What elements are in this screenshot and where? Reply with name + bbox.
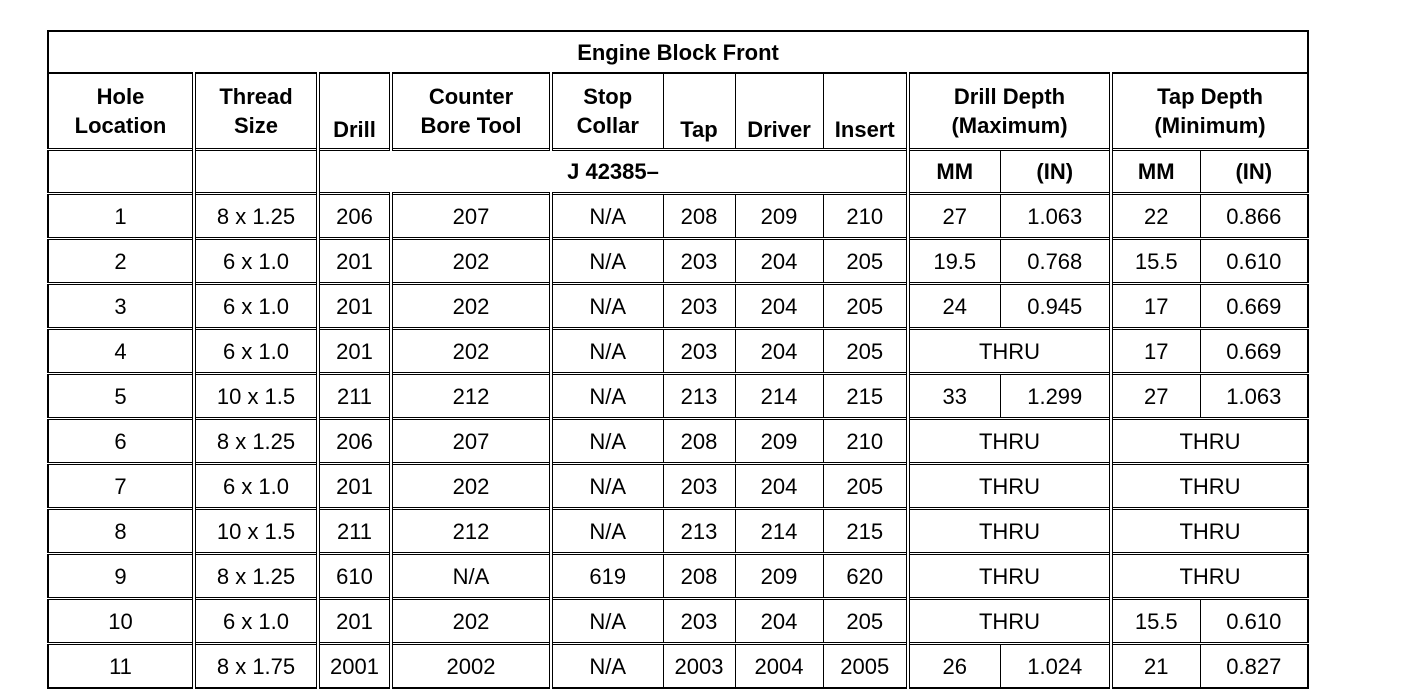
cell-tap-depth-in: 1.063 bbox=[1200, 374, 1308, 419]
cell-hole-location: 8 bbox=[48, 509, 194, 554]
cell-counter-bore-tool: 212 bbox=[391, 509, 551, 554]
cell-thread-size: 6 x 1.0 bbox=[194, 599, 318, 644]
table-row bbox=[48, 194, 1308, 239]
cell-drill: 201 bbox=[318, 329, 391, 374]
cell-insert: 620 bbox=[823, 554, 908, 599]
header-stop-collar-line1: Stop bbox=[583, 84, 633, 109]
header-hole-location-line2: Location bbox=[74, 113, 167, 138]
cell-insert: 205 bbox=[823, 599, 908, 644]
cell-thread-size: 6 x 1.0 bbox=[194, 284, 318, 329]
cell-tap-depth-mm: 15.5 bbox=[1111, 599, 1200, 644]
header-thread-size-line1: Thread bbox=[219, 84, 293, 109]
cell-drill-depth-thru: THRU bbox=[908, 599, 1111, 644]
cell-tap-depth-in: 0.669 bbox=[1200, 284, 1308, 329]
table-row bbox=[48, 464, 1308, 509]
header-drill-depth bbox=[908, 73, 1111, 150]
cell-insert: 210 bbox=[823, 194, 908, 239]
table-row bbox=[48, 239, 1308, 284]
header-driver: Driver bbox=[735, 73, 823, 150]
cell-tap: 2003 bbox=[663, 644, 735, 689]
cell-tap-depth-in: 0.610 bbox=[1200, 599, 1308, 644]
header-hole-location-line1: Hole bbox=[96, 84, 145, 109]
cell-driver: 204 bbox=[735, 599, 823, 644]
cell-hole-location: 2 bbox=[48, 239, 194, 284]
subheader-drill-mm: MM bbox=[908, 150, 1000, 194]
cell-stop-collar: N/A bbox=[551, 509, 663, 554]
cell-stop-collar: N/A bbox=[551, 194, 663, 239]
header-tap-depth bbox=[1111, 73, 1308, 150]
table-row bbox=[48, 599, 1308, 644]
header-drill-depth-line2: (Maximum) bbox=[951, 113, 1068, 138]
cell-drill-depth-in: 0.768 bbox=[1000, 239, 1111, 284]
cell-thread-size: 8 x 1.25 bbox=[194, 554, 318, 599]
cell-hole-location: 9 bbox=[48, 554, 194, 599]
cell-stop-collar: N/A bbox=[551, 464, 663, 509]
cell-driver: 209 bbox=[735, 419, 823, 464]
cell-stop-collar: N/A bbox=[551, 284, 663, 329]
cell-drill-depth-mm: 24 bbox=[908, 284, 1000, 329]
subheader-tap-mm: MM bbox=[1111, 150, 1200, 194]
cell-tap: 203 bbox=[663, 464, 735, 509]
cell-stop-collar: N/A bbox=[551, 374, 663, 419]
cell-hole-location: 6 bbox=[48, 419, 194, 464]
cell-tap-depth-thru: THRU bbox=[1111, 509, 1308, 554]
header-stop-collar-line2: Collar bbox=[576, 113, 639, 138]
cell-thread-size: 6 x 1.0 bbox=[194, 464, 318, 509]
cell-drill-depth-mm: 26 bbox=[908, 644, 1000, 689]
cell-tap-depth-thru: THRU bbox=[1111, 554, 1308, 599]
cell-hole-location: 11 bbox=[48, 644, 194, 689]
subheader-tap-in: (IN) bbox=[1200, 150, 1308, 194]
table-row bbox=[48, 644, 1308, 689]
cell-drill: 211 bbox=[318, 509, 391, 554]
cell-hole-location: 5 bbox=[48, 374, 194, 419]
cell-insert: 205 bbox=[823, 284, 908, 329]
cell-hole-location: 3 bbox=[48, 284, 194, 329]
subheader-row bbox=[48, 150, 1308, 194]
subheader-drill-in: (IN) bbox=[1000, 150, 1111, 194]
cell-hole-location: 4 bbox=[48, 329, 194, 374]
cell-drill: 206 bbox=[318, 194, 391, 239]
header-insert: Insert bbox=[823, 73, 908, 150]
cell-drill: 610 bbox=[318, 554, 391, 599]
table-row bbox=[48, 374, 1308, 419]
cell-drill-depth-mm: 19.5 bbox=[908, 239, 1000, 284]
header-row bbox=[48, 73, 1308, 150]
cell-tap: 208 bbox=[663, 419, 735, 464]
cell-insert: 215 bbox=[823, 509, 908, 554]
header-counter-bore-tool-line2: Bore Tool bbox=[420, 113, 522, 138]
subheader-empty-thread bbox=[194, 150, 318, 194]
header-drill-depth-line1: Drill Depth bbox=[953, 84, 1066, 109]
header-thread-size bbox=[194, 73, 318, 150]
cell-thread-size: 6 x 1.0 bbox=[194, 329, 318, 374]
cell-tap: 203 bbox=[663, 284, 735, 329]
cell-stop-collar: N/A bbox=[551, 239, 663, 284]
cell-tap-depth-mm: 21 bbox=[1111, 644, 1200, 689]
cell-insert: 215 bbox=[823, 374, 908, 419]
cell-drill-depth-thru: THRU bbox=[908, 464, 1111, 509]
subheader-tool-prefix: J 42385– bbox=[318, 150, 908, 194]
cell-tap-depth-mm: 15.5 bbox=[1111, 239, 1200, 284]
cell-tap: 203 bbox=[663, 239, 735, 284]
cell-counter-bore-tool: 202 bbox=[391, 239, 551, 284]
cell-counter-bore-tool: 202 bbox=[391, 284, 551, 329]
table-row bbox=[48, 329, 1308, 374]
cell-thread-size: 6 x 1.0 bbox=[194, 239, 318, 284]
cell-drill-depth-in: 0.945 bbox=[1000, 284, 1111, 329]
cell-tap-depth-thru: THRU bbox=[1111, 464, 1308, 509]
cell-stop-collar: N/A bbox=[551, 599, 663, 644]
cell-counter-bore-tool: 212 bbox=[391, 374, 551, 419]
cell-drill: 2001 bbox=[318, 644, 391, 689]
cell-insert: 205 bbox=[823, 239, 908, 284]
cell-tap: 208 bbox=[663, 194, 735, 239]
cell-tap-depth-in: 0.827 bbox=[1200, 644, 1308, 689]
cell-insert: 2005 bbox=[823, 644, 908, 689]
header-drill: Drill bbox=[318, 73, 391, 150]
cell-tap-depth-in: 0.669 bbox=[1200, 329, 1308, 374]
header-counter-bore-tool bbox=[391, 73, 551, 150]
cell-tap: 208 bbox=[663, 554, 735, 599]
header-hole-location bbox=[48, 73, 194, 150]
cell-driver: 204 bbox=[735, 284, 823, 329]
cell-stop-collar: N/A bbox=[551, 329, 663, 374]
table-row bbox=[48, 284, 1308, 329]
cell-drill-depth-in: 1.063 bbox=[1000, 194, 1111, 239]
cell-drill-depth-in: 1.024 bbox=[1000, 644, 1111, 689]
cell-hole-location: 1 bbox=[48, 194, 194, 239]
engine-block-front-table bbox=[47, 30, 1309, 689]
header-tap-depth-line2: (Minimum) bbox=[1154, 113, 1266, 138]
cell-drill: 206 bbox=[318, 419, 391, 464]
table-row bbox=[48, 554, 1308, 599]
cell-tap-depth-mm: 27 bbox=[1111, 374, 1200, 419]
cell-thread-size: 8 x 1.25 bbox=[194, 194, 318, 239]
header-thread-size-line2: Size bbox=[233, 113, 279, 138]
cell-drill-depth-in: 1.299 bbox=[1000, 374, 1111, 419]
cell-drill-depth-mm: 27 bbox=[908, 194, 1000, 239]
cell-tap: 203 bbox=[663, 329, 735, 374]
cell-tap: 213 bbox=[663, 374, 735, 419]
cell-driver: 209 bbox=[735, 554, 823, 599]
cell-driver: 204 bbox=[735, 464, 823, 509]
cell-tap-depth-mm: 17 bbox=[1111, 329, 1200, 374]
cell-stop-collar: 619 bbox=[551, 554, 663, 599]
cell-counter-bore-tool: 202 bbox=[391, 599, 551, 644]
cell-tap-depth-in: 0.610 bbox=[1200, 239, 1308, 284]
cell-driver: 2004 bbox=[735, 644, 823, 689]
cell-driver: 204 bbox=[735, 239, 823, 284]
header-tap-depth-line1: Tap Depth bbox=[1157, 84, 1263, 109]
cell-drill-depth-thru: THRU bbox=[908, 509, 1111, 554]
cell-thread-size: 10 x 1.5 bbox=[194, 509, 318, 554]
cell-driver: 204 bbox=[735, 329, 823, 374]
cell-drill-depth-thru: THRU bbox=[908, 329, 1111, 374]
table-row bbox=[48, 509, 1308, 554]
cell-tap-depth-mm: 17 bbox=[1111, 284, 1200, 329]
cell-insert: 210 bbox=[823, 419, 908, 464]
cell-thread-size: 8 x 1.75 bbox=[194, 644, 318, 689]
cell-counter-bore-tool: N/A bbox=[391, 554, 551, 599]
table-row bbox=[48, 419, 1308, 464]
cell-drill-depth-thru: THRU bbox=[908, 554, 1111, 599]
header-tap: Tap bbox=[663, 73, 735, 150]
cell-drill: 201 bbox=[318, 239, 391, 284]
cell-counter-bore-tool: 202 bbox=[391, 464, 551, 509]
cell-drill: 201 bbox=[318, 284, 391, 329]
cell-hole-location: 10 bbox=[48, 599, 194, 644]
cell-tap: 203 bbox=[663, 599, 735, 644]
cell-counter-bore-tool: 2002 bbox=[391, 644, 551, 689]
cell-thread-size: 8 x 1.25 bbox=[194, 419, 318, 464]
cell-driver: 214 bbox=[735, 509, 823, 554]
cell-insert: 205 bbox=[823, 329, 908, 374]
cell-driver: 214 bbox=[735, 374, 823, 419]
cell-drill-depth-thru: THRU bbox=[908, 419, 1111, 464]
cell-drill: 201 bbox=[318, 464, 391, 509]
cell-stop-collar: N/A bbox=[551, 644, 663, 689]
cell-counter-bore-tool: 202 bbox=[391, 329, 551, 374]
header-stop-collar bbox=[551, 73, 663, 150]
cell-stop-collar: N/A bbox=[551, 419, 663, 464]
cell-counter-bore-tool: 207 bbox=[391, 194, 551, 239]
header-counter-bore-tool-line1: Counter bbox=[428, 84, 514, 109]
cell-drill: 211 bbox=[318, 374, 391, 419]
cell-tap-depth-in: 0.866 bbox=[1200, 194, 1308, 239]
cell-tap-depth-thru: THRU bbox=[1111, 419, 1308, 464]
cell-tap: 213 bbox=[663, 509, 735, 554]
cell-drill-depth-mm: 33 bbox=[908, 374, 1000, 419]
cell-drill: 201 bbox=[318, 599, 391, 644]
cell-counter-bore-tool: 207 bbox=[391, 419, 551, 464]
cell-insert: 205 bbox=[823, 464, 908, 509]
table-title: Engine Block Front bbox=[48, 31, 1308, 73]
cell-tap-depth-mm: 22 bbox=[1111, 194, 1200, 239]
cell-hole-location: 7 bbox=[48, 464, 194, 509]
subheader-empty-hole bbox=[48, 150, 194, 194]
cell-driver: 209 bbox=[735, 194, 823, 239]
cell-thread-size: 10 x 1.5 bbox=[194, 374, 318, 419]
